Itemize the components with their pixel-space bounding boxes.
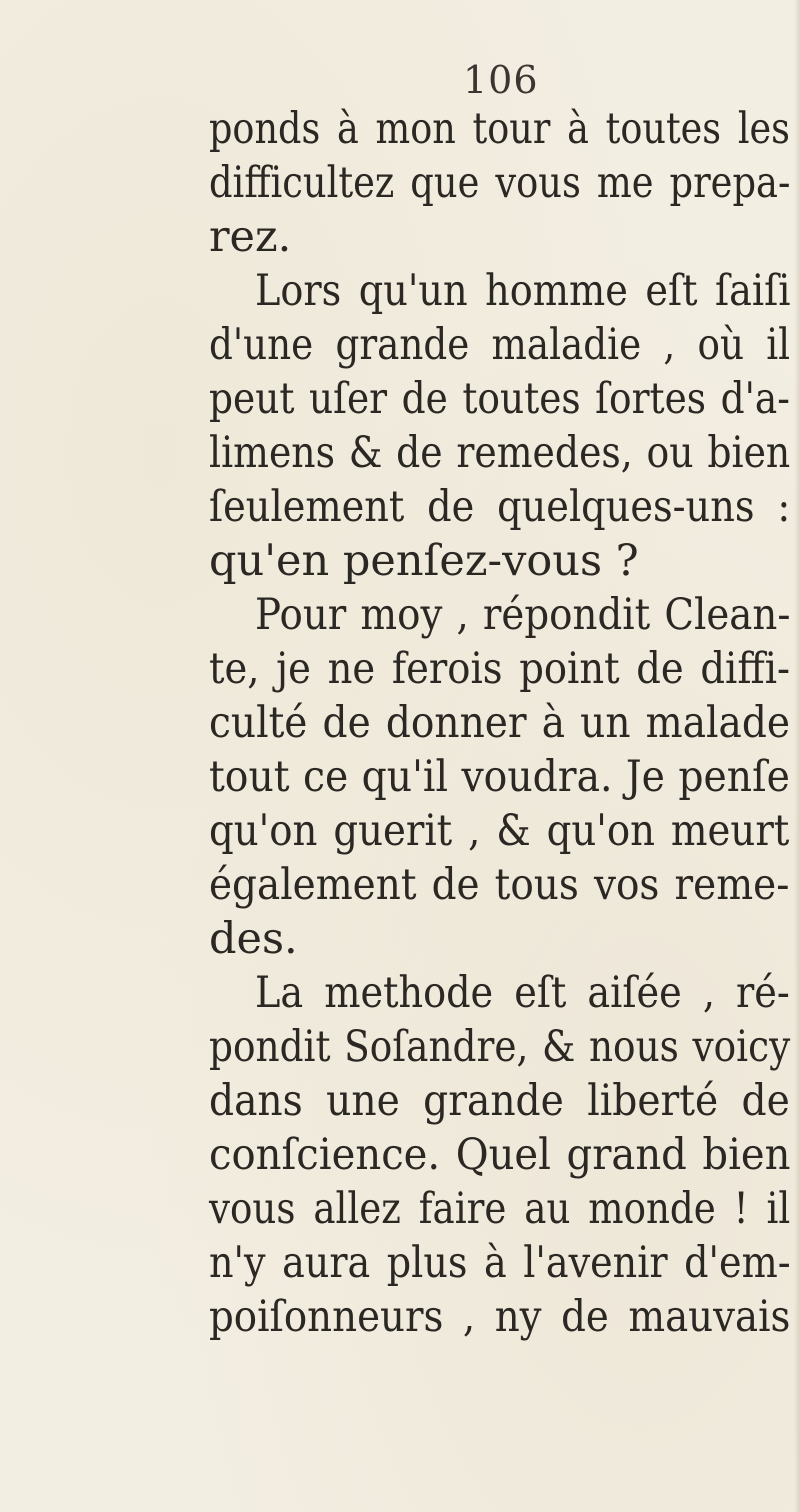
text-line: n'y aura plus à l'avenir d'em-	[209, 1238, 791, 1288]
text-line: difficultez que vous me prepa-	[209, 158, 791, 208]
text-line: conſcience. Quel grand bien	[209, 1130, 791, 1180]
text-line: tout ce qu'il voudra. Je penſe	[209, 752, 790, 802]
text-line: peut uſer de toutes ſortes d'a-	[209, 374, 790, 424]
text-line: limens & de remedes, ou bien	[209, 428, 791, 478]
text-line: dans une grande liberté de	[209, 1076, 790, 1126]
text-line: qu'on guerit , & qu'on meurt	[209, 806, 790, 856]
page-edge-shadow	[794, 0, 800, 1512]
text-line: pondit Soſandre, & nous voicy	[209, 1022, 791, 1072]
text-line: qu'en penſez-vous ?	[209, 536, 639, 586]
text-line: d'une grande maladie , où il	[209, 320, 791, 370]
page-number: 106	[463, 58, 539, 102]
text-line: Pour moy , répondit Clean-	[255, 590, 791, 640]
text-line: rez.	[209, 212, 292, 262]
text-line: vous allez faire au monde ! il	[209, 1184, 791, 1234]
text-line: également de tous vos reme-	[209, 860, 790, 910]
text-line: culté de donner à un malade	[209, 698, 791, 748]
text-line: poiſonneurs , ny de mauvais	[209, 1292, 791, 1342]
text-line: ſeulement de quelques-uns :	[209, 482, 791, 532]
text-line: Lors qu'un homme eſt ſaiſi	[255, 266, 791, 316]
text-line: La methode eſt aiſée , ré-	[255, 968, 790, 1018]
text-line: te, je ne ferois point de diffi-	[209, 644, 791, 694]
text-line: des.	[209, 914, 298, 964]
text-line: ponds à mon tour à toutes les	[209, 104, 790, 154]
